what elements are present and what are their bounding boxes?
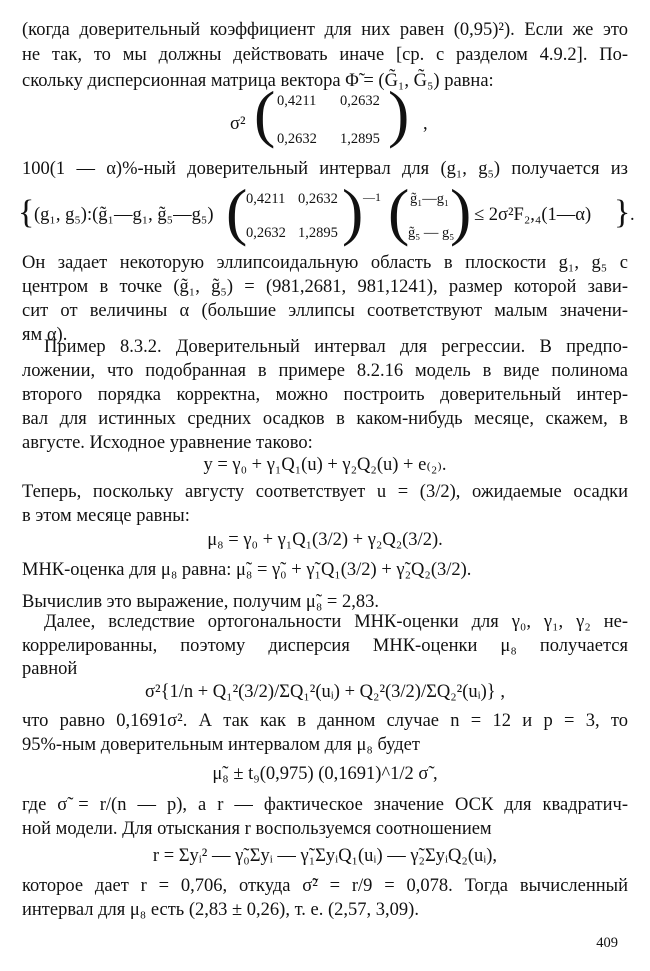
left-brace: { <box>18 194 35 231</box>
text-line: скольку дисперсионная матрица вектора Φ̃ = (G̃₁, G̃₅) равна: <box>22 71 494 91</box>
text-line: интервал для μ₈ есть (2,83 ± 0,26), т. е. (2,57, 3,09). <box>22 900 419 920</box>
matrix-suffix: , <box>423 114 428 134</box>
matrix-cell: 0,4211 <box>277 93 317 109</box>
text-line: 100(1 — α)%-ный доверительный интервал для (g₁, g₅) получается из <box>22 159 628 179</box>
text-line: Теперь, поскольку августу соответствует u = (3/2), ожидаемые осадки <box>22 482 628 502</box>
left-paren: ( <box>226 176 248 247</box>
vector-cell: g̃₅ — g₅ <box>408 225 455 241</box>
text-line: ям α). <box>22 325 68 345</box>
example-heading-line: Пример 8.3.2. Доверительный интервал для регрессии. В предпо- <box>44 337 628 357</box>
text-line: Он задает некоторую эллипсоидальную область в плоскости g₁, g₅ с <box>22 253 628 273</box>
equation: σ²{1/n + Q₁²(3/2)/ΣQ₁²(uᵢ) + Q₂²(3/2)/ΣQ₂²(uᵢ)} , <box>145 682 505 702</box>
text-line: где σ̃ = r/(n — p), а r — фактическое значение ОСК для квадратич- <box>22 795 628 815</box>
right-paren: ) <box>342 176 364 247</box>
matrix-prefix: σ² <box>230 114 246 134</box>
text-line: в этом месяце равны: <box>22 506 190 526</box>
text-line: второго порядка корректна, можно построить доверительный интер- <box>22 385 628 405</box>
matrix-cell: 1,2895 <box>298 225 338 241</box>
eq-left: (g₁, g₅):(g̃₁—g₁, g̃₅—g₅) <box>34 205 214 225</box>
text-line: не так, то мы должны действовать иначе [ср. с разделом 4.9.2]. По- <box>22 45 628 65</box>
matrix-cell: 0,2632 <box>246 225 286 241</box>
matrix-cell: 0,2632 <box>277 131 317 147</box>
right-paren: ) <box>450 176 472 247</box>
text-line: вал для истинных средних осадков в каком-нибудь месяце, скажем, в <box>22 409 628 429</box>
matrix-cell: 0,2632 <box>298 191 338 207</box>
equation: μ₈ = γ₀ + γ₁Q₁(3/2) + γ₂Q₂(3/2). <box>207 530 443 550</box>
text-line: ной модели. Для отыскания r воспользуемся соотношением <box>22 819 492 839</box>
equation: r = Σyᵢ² — γ̃₀Σyᵢ — γ̃₁ΣyᵢQ₁(uᵢ) — γ̃₂ΣyᵢQ₂(uᵢ), <box>152 846 498 866</box>
text-line: Вычислив это выражение, получим μ̃₈ = 2,83. <box>22 592 379 612</box>
inverse-exponent: —1 <box>363 190 381 204</box>
text-line: которое дает r = 0,706, откуда σ̃² = r/9 = 0,078. Тогда вычисленный <box>22 876 628 896</box>
equation: y = γ₀ + γ₁Q₁(u) + γ₂Q₂(u) + e₍₂₎. <box>203 455 447 475</box>
text-line: равной <box>22 659 78 679</box>
left-paren: ( <box>388 176 410 247</box>
text-line: центром в точке (g̃₁, g̃₅) = (981,2681, 981,1241), размер которой зави- <box>22 277 628 297</box>
text-line: сит от величины α (большие эллипсы соответствуют малым значени- <box>22 301 628 321</box>
left-paren: ( <box>254 78 276 149</box>
page-number: 409 <box>596 935 618 951</box>
text-line: 95%-ным доверительным интервалом для μ₈ будет <box>22 735 420 755</box>
eq-right: ≤ 2σ²F₂,₄(1—α) <box>474 205 592 225</box>
vector-cell: g̃₁—g₁ <box>410 191 450 207</box>
right-paren: ) <box>388 78 410 149</box>
text-line: коррелированны, поэтому дисперсия МНК-оценки μ₈ получается <box>22 636 628 656</box>
matrix-cell: 0,4211 <box>246 191 286 207</box>
equation: μ̃₈ ± t₉(0,975) (0,1691)^1/2 σ̃ , <box>212 764 438 784</box>
eq-end: . <box>630 205 635 225</box>
matrix-cell: 0,2632 <box>340 93 380 109</box>
text-line: что равно 0,1691σ². А так как в данном случае n = 12 и p = 3, то <box>22 711 628 731</box>
text-line: августе. Исходное уравнение таково: <box>22 433 313 453</box>
text-line: (когда доверительный коэффициент для них равен (0,95)²). Если же это <box>22 20 628 40</box>
text-line: МНК-оценка для μ₈ равна: μ̃₈ = γ̃₀ + γ̃₁Q₁(3/2) + γ̃₂Q₂(3/2). <box>22 560 472 580</box>
text-line: Далее, вследствие ортогональности МНК-оценки для γ₀, γ₁, γ₂ не- <box>44 612 628 632</box>
text-line: ложении, что подобранная в примере 8.2.16 модель в виде полинома <box>22 361 628 381</box>
matrix-cell: 1,2895 <box>340 131 380 147</box>
right-brace: } <box>614 194 631 231</box>
